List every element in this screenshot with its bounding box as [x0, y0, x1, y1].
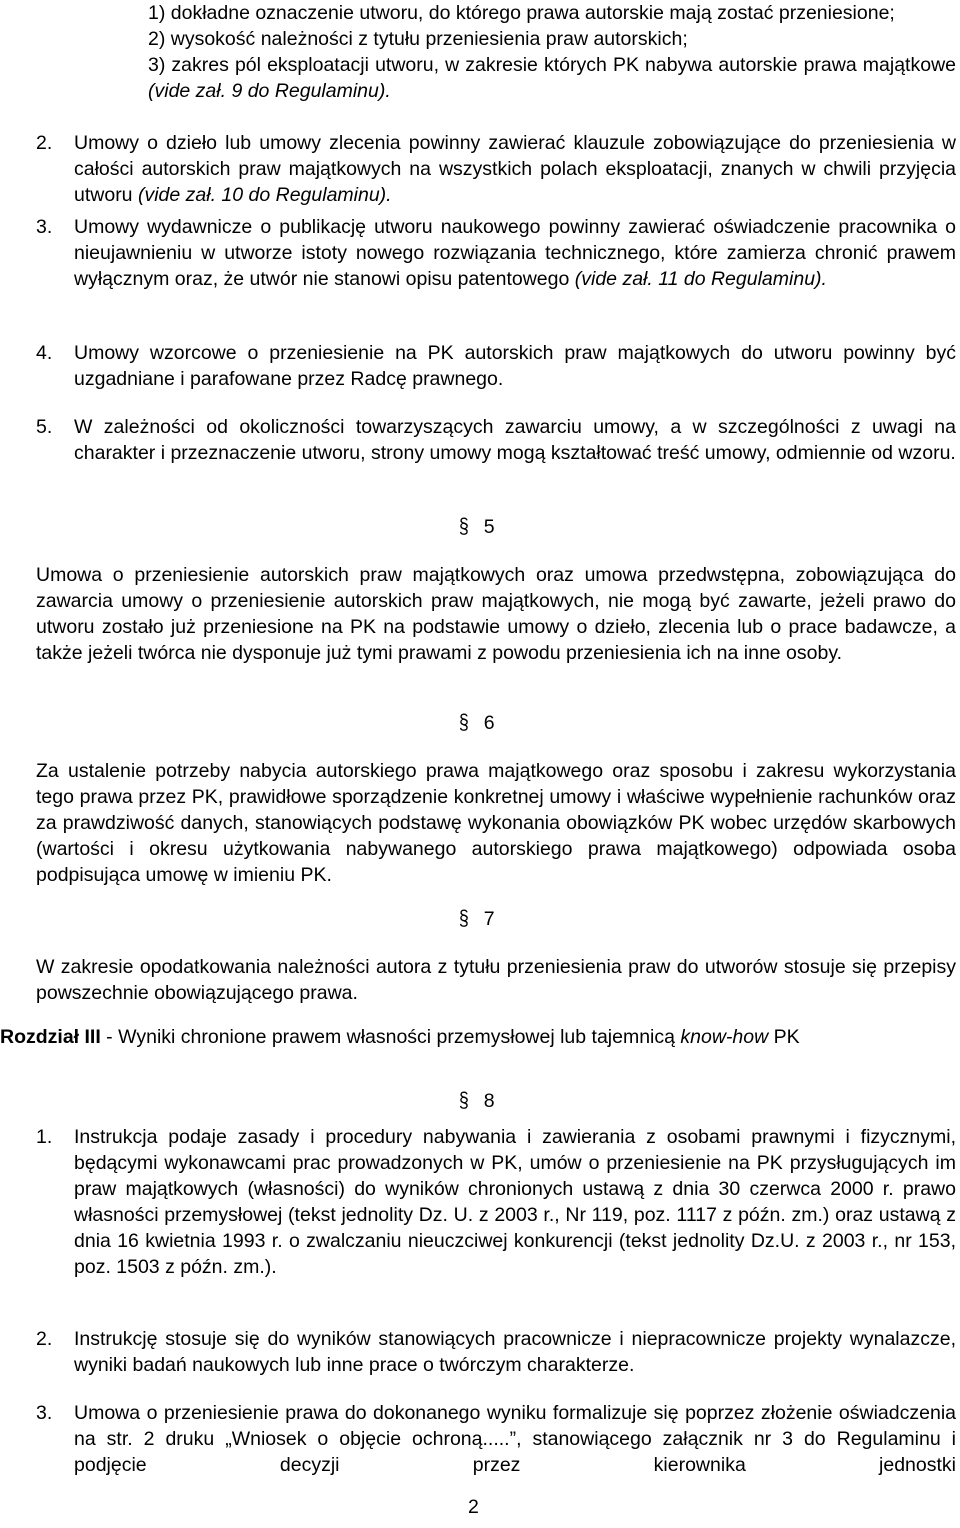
item-text	[74, 130, 956, 208]
section-number: 7	[483, 908, 495, 930]
list-item	[36, 1326, 956, 1378]
item-number: 1.	[36, 1126, 53, 1148]
item-number: 3.	[36, 216, 53, 238]
item-text	[74, 214, 956, 292]
list-item	[36, 214, 956, 292]
list-item	[36, 340, 956, 392]
list-item	[36, 414, 956, 466]
section-number: 8	[483, 1090, 495, 1112]
section-number: 5	[483, 516, 495, 538]
item-number: 5.	[36, 416, 53, 438]
item-reference: (vide zał. 11 do Regulaminu).	[574, 268, 827, 290]
item-number: 4.	[36, 342, 53, 364]
section-heading	[458, 1088, 558, 1114]
chapter-dash: -	[100, 1026, 119, 1048]
item-number: 3.	[36, 1402, 53, 1424]
attachment-list	[148, 0, 956, 104]
item-text: Umowa o przeniesienie prawa do dokonanego wyniku formalizuje się poprzez złożenie oświadczenia na str. 2 druku „Wniosek o objęcie ochroną.....”, stanowiącego załącznik nr 3 do Regulaminu i podjęcie decyzji przez kierownika jednostki	[74, 1402, 956, 1476]
list-item-text: 1) dokładne oznaczenie utworu, do którego prawa autorskie mają zostać przeniesione;	[148, 2, 895, 24]
list-item	[148, 0, 956, 26]
list-item-text: 3) zakres pól eksploatacji utworu, w zakresie których PK nabywa autorskie prawa majątkowe	[148, 54, 956, 76]
item-text-main: Umowy o dzieło lub umowy zlecenia powinny zawierać klauzule zobowiązujące do przeniesienia w całości autorskich praw majątkowych na wszystkich polach eksploatacji, znanych w chwili przyjęcia utworu	[74, 132, 956, 206]
section-heading	[458, 710, 558, 736]
list-item	[36, 1400, 956, 1478]
chapter-title: Wyniki chronione prawem własności przemysłowej lub tajemnicą	[118, 1026, 675, 1048]
chapter-label: Rozdział III	[0, 1026, 101, 1048]
section-heading	[458, 514, 558, 540]
section-paragraph: W zakresie opodatkowania należności autora z tytułu przeniesienia praw do utworów stosuje się przepisy powszechnie obowiązującego prawa.	[36, 956, 956, 1004]
item-text: Instrukcję stosuje się do wyników stanowiących pracownicze i niepracownicze projekty wynalazcze, wyniki badań naukowych lub inne prace o twórczym charakterze.	[74, 1328, 956, 1376]
item-number: 2.	[36, 1328, 53, 1350]
section-number: 6	[483, 712, 495, 734]
section-paragraph: Umowa o przeniesienie autorskich praw majątkowych oraz umowa przedwstępna, zobowiązująca do zawarcia umowy o przeniesienie autorskich praw majątkowych, nie mogą być zawarte, jeżeli prawo do utworu zostało już przeniesione na PK na podstawie umowy o dzieło, zlecenia lub o prace badawcze, a także jeżeli twórca nie dysponuje już tymi prawami z powodu przeniesienia ich na inne osoby.	[36, 564, 956, 664]
page-number: 2	[468, 1496, 479, 1518]
item-number: 2.	[36, 132, 53, 154]
item-text: Instrukcja podaje zasady i procedury nabywania i zawierania z osobami prawnymi i fizycznymi, będącymi wykonawcami prac prowadzonych w PK, umów o przeniesienie na PK przysługujących im praw majątkowych (własności) do wyników chronionych ustawą z dnia 30 czerwca 2000 r. prawo własności przemysłowej (tekst jednolity Dz. U. z 2003 r., Nr 119, poz. 1117 z późn. zm.) oraz ustawą z dnia 16 kwietnia 1993 r. o zwalczaniu nieuczciwej konkurencji (tekst jednolity Dz.U. z 2003 r., nr 153, poz. 1503 z późn. zm.).	[74, 1126, 956, 1278]
chapter-title-italic: know-how	[680, 1026, 769, 1048]
chapter-heading	[0, 1024, 958, 1050]
list-item	[148, 52, 956, 104]
section-sign-icon: §	[458, 907, 469, 930]
item-text-main: Umowy wydawnicze o publikację utworu naukowego powinny zawierać oświadczenie pracownika o nieujawnieniu w utworze istoty nowego rozwiązania technicznego, które zamierza chronić prawem wyłącznym oraz, że utwór nie stanowi opisu patentowego	[74, 216, 956, 290]
section-paragraph: Za ustalenie potrzeby nabycia autorskiego prawa majątkowego oraz sposobu i zakresu wykorzystania tego prawa przez PK, prawidłowe sporządzenie konkretnej umowy i właściwe wypełnienie rachunków oraz za prawdziwość danych, stanowiących podstawę wykonania obowiązków PK wobec urzędów skarbowych (wartości i okresu użytkowania nabywanego autorskiego prawa majątkowego) odpowiada osoba podpisująca umowę w imieniu PK.	[36, 760, 956, 886]
section-sign-icon: §	[458, 515, 469, 538]
item-reference: (vide zał. 10 do Regulaminu).	[137, 184, 392, 206]
section-heading	[458, 906, 558, 932]
section-sign-icon: §	[458, 1089, 469, 1112]
item-text: Umowy wzorcowe o przeniesienie na PK autorskich praw majątkowych do utworu powinny być uzgadniane i parafowane przez Radcę prawnego.	[74, 342, 956, 390]
item-text: W zależności od okoliczności towarzyszących zawarciu umowy, a w szczególności z uwagi na charakter i przeznaczenie utworu, strony umowy mogą kształtować treść umowy, odmiennie od wzoru.	[74, 416, 956, 464]
list-item-reference: (vide zał. 9 do Regulaminu).	[148, 80, 391, 102]
chapter-title-end: PK	[773, 1026, 800, 1048]
list-item	[148, 26, 956, 52]
section-sign-icon: §	[458, 711, 469, 734]
list-item	[36, 130, 956, 208]
list-item	[36, 1124, 956, 1280]
list-item-text: 2) wysokość należności z tytułu przeniesienia praw autorskich;	[148, 28, 688, 50]
